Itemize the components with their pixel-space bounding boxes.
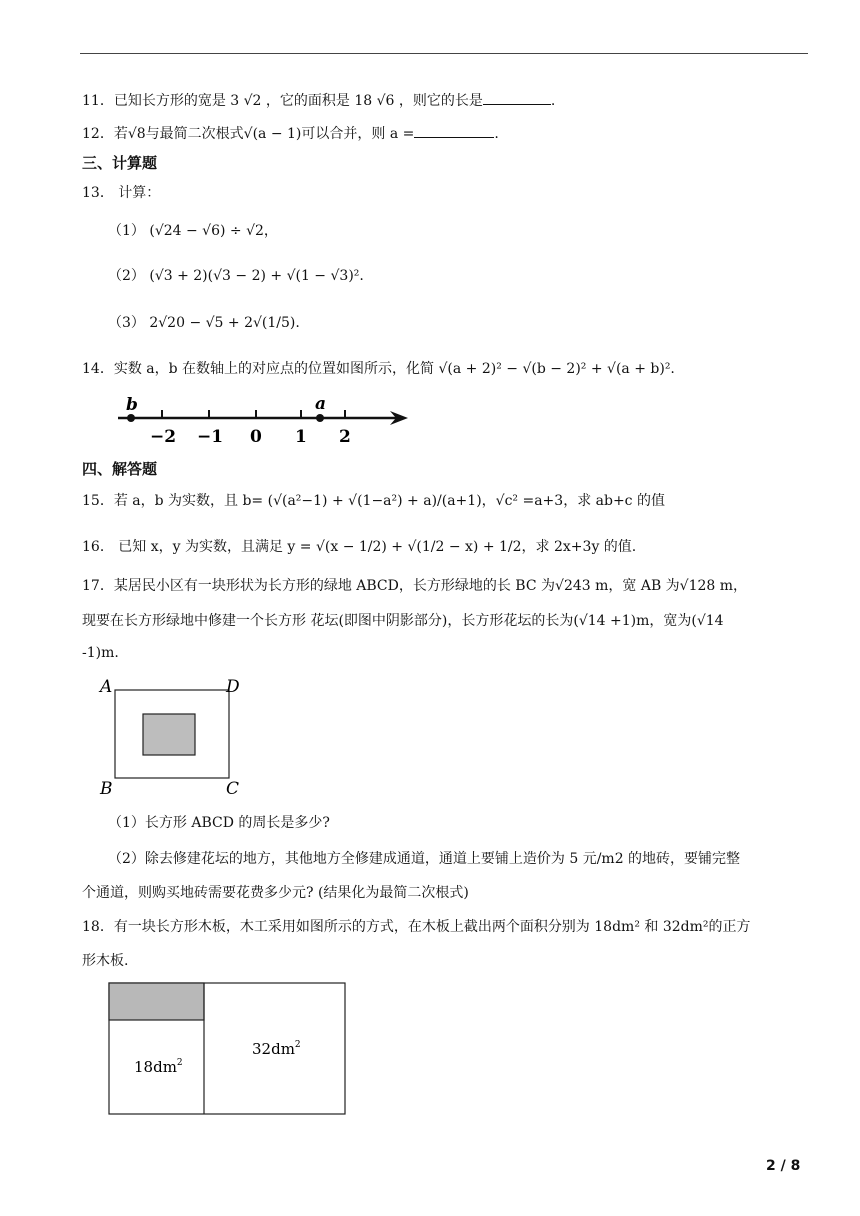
question-18-line-2: 形木板. — [82, 953, 129, 969]
tick-label-0: 0 — [250, 427, 262, 446]
tick-label-1: 1 — [295, 427, 307, 446]
flower-bed-rectangle — [143, 714, 195, 755]
question-15-text: 15．若 a，b 为实数，且 b= (√(a²−1) + √(1−a²) + a)/(a+1)，√c² =a+3，求 ab+c 的值 — [82, 493, 665, 509]
question-12 — [82, 123, 499, 143]
section-3-heading: 三、计算题 — [82, 154, 158, 172]
leftover-shaded-region — [109, 983, 204, 1020]
question-13-part-3: （3） 2√20 − √5 + 2√(1/5). — [108, 315, 300, 331]
small-square-area-label: $18dm^2$ — [134, 1058, 183, 1076]
vertex-a-label: A — [100, 677, 113, 697]
large-square-area-label: $32dm^2$ — [252, 1040, 301, 1058]
page-number: 2 / 8 — [766, 1158, 801, 1174]
question-12-text: 12．若√8与最简二次根式√(a − 1)可以合并，则 a = — [82, 126, 415, 142]
question-13-part-1: （1） (√24 − √6) ÷ √2， — [108, 223, 278, 239]
tick-label-2: 2 — [339, 427, 351, 446]
question-14-text: 14．实数 a，b 在数轴上的对应点的位置如图所示，化简 √(a + 2)² − √(b − 2)² + √(a + b)². — [82, 361, 675, 377]
question-18-line-1: 18．有一块长方形木板，木工采用如图所示的方式，在木板上截出两个面积分别为 18dm² 和 32dm²的正方 — [82, 919, 751, 935]
question-17-part-2-line-1: （2）除去修建花坛的地方，其他地方全修建成通道，通道上要铺上造价为 5 元/m2 的地砖，要铺完整 — [108, 851, 741, 867]
point-b-dot — [127, 414, 135, 422]
question-11-text: 11．已知长方形的宽是 3 √2 ，它的面积是 18 √6 ，则它的长是 — [82, 93, 483, 109]
question-13-part-2: （2） (√3 + 2)(√3 − 2) + √(1 − √3)². — [108, 268, 364, 284]
tick-label-neg1: −1 — [197, 427, 224, 446]
question-17-part-2-line-2: 个通道，则购买地砖需要花费多少元? (结果化为最简二次根式) — [82, 885, 469, 901]
question-16-text: 16． 已知 x，y 为实数，且满足 y = √(x − 1/2) + √(1/2 − x) + 1/2，求 2x+3y 的值. — [82, 539, 637, 555]
tick-label-neg2: −2 — [150, 427, 177, 446]
vertex-b-label: B — [100, 779, 113, 799]
wood-board-figure — [108, 982, 348, 1116]
point-a-dot — [316, 414, 324, 422]
rectangle-abcd-figure — [96, 674, 246, 800]
answer-blank-12 — [414, 125, 494, 138]
vertex-c-label: C — [226, 779, 240, 799]
point-a-label: a — [315, 394, 327, 414]
question-11 — [82, 90, 555, 110]
question-17-line-3: -1)m. — [82, 645, 119, 661]
header-rule — [80, 53, 808, 54]
number-line-figure — [112, 390, 412, 446]
question-17-line-2: 现要在长方形绿地中修建一个长方形 花坛(即图中阴影部分)，长方形花坛的长为(√14 +1)m，宽为(√14 — [82, 613, 724, 629]
question-12-end: . — [494, 126, 499, 142]
vertex-d-label: D — [226, 677, 240, 697]
answer-blank-11 — [483, 92, 551, 105]
question-11-end: . — [550, 93, 556, 109]
question-13-stem: 13． 计算： — [82, 185, 161, 201]
section-4-heading: 四、解答题 — [82, 460, 158, 478]
question-17-part-1: （1）长方形 ABCD 的周长是多少? — [108, 815, 330, 831]
question-17-line-1: 17．某居民小区有一块形状为长方形的绿地 ABCD，长方形绿地的长 BC 为√243 m，宽 AB 为√128 m， — [82, 578, 748, 594]
point-b-label: b — [126, 395, 138, 415]
